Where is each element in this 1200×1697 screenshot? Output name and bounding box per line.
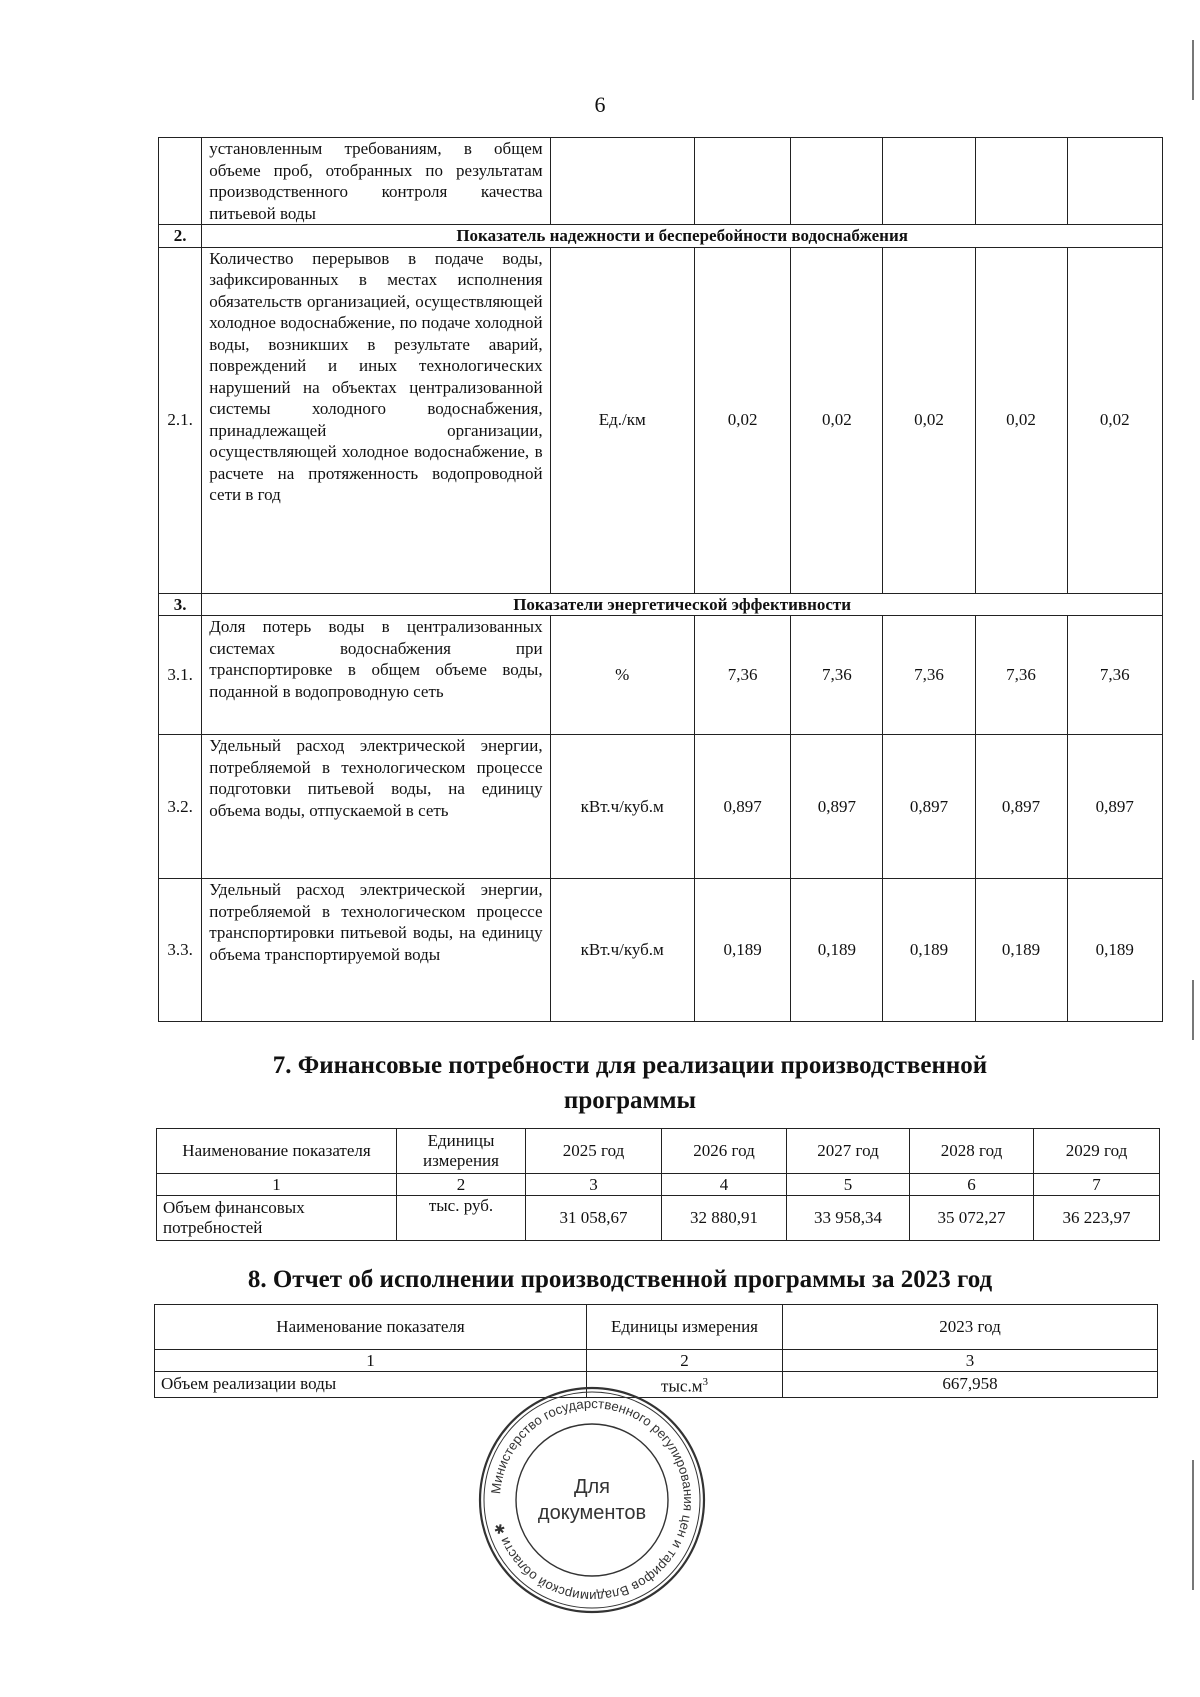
value-cell: 667,958	[783, 1372, 1158, 1398]
row-name: Объем финансовых потребностей	[157, 1196, 397, 1241]
column-number: 3	[783, 1350, 1158, 1372]
column-number-row	[157, 1174, 1160, 1196]
header-unit: Единицы измерения	[397, 1129, 526, 1174]
unit-cell: кВт.ч/куб.м	[550, 879, 694, 1022]
column-number: 1	[155, 1350, 587, 1372]
row-number: 3.2.	[159, 735, 202, 879]
row-number: 3.1.	[159, 616, 202, 735]
column-number: 2	[587, 1350, 783, 1372]
unit-text: тыс.м	[661, 1376, 703, 1396]
value-cell: 7,36	[694, 616, 791, 735]
section-8-heading: 8. Отчет об исполнении производственной программы за 2023 год	[247, 1266, 993, 1293]
header-year: 2028 год	[910, 1129, 1034, 1174]
section-number: 2.	[159, 225, 202, 248]
stamp-ring-text: Министерство государственного регулирования цен и тарифов Владимирской области ✱	[488, 1395, 697, 1605]
value-cell: 0,02	[1067, 247, 1162, 593]
value-cell: 0,02	[694, 247, 791, 593]
column-number-row	[155, 1350, 1158, 1372]
column-number: 6	[910, 1174, 1034, 1196]
indicator-description: Удельный расход электрической энергии, потребляемой в технологическом процессе транспортировки питьевой воды, на единицу объема транспортируемой воды	[202, 879, 550, 1022]
value-cell: 0,189	[694, 879, 791, 1022]
official-stamp	[477, 1385, 707, 1615]
value-cell: 0,189	[791, 879, 883, 1022]
value-cell: 0,02	[883, 247, 975, 593]
table-row	[159, 735, 1163, 879]
page-number: 6	[594, 92, 606, 117]
indicator-description: Удельный расход электрической энергии, потребляемой в технологическом процессе подготовки питьевой воды, на единицу объема воды, отпускаемой в сеть	[202, 735, 550, 879]
scan-edge-mark	[1192, 980, 1194, 1040]
value-cell: 36 223,97	[1034, 1196, 1160, 1241]
value-cell: 35 072,27	[910, 1196, 1034, 1241]
column-number: 3	[526, 1174, 662, 1196]
value-cell: 0,189	[975, 879, 1067, 1022]
header-name: Наименование показателя	[157, 1129, 397, 1174]
value-cell: 7,36	[791, 616, 883, 735]
table-row	[159, 247, 1163, 593]
section-title: Показатели энергетической эффективности	[202, 593, 1163, 616]
value-cell: 0,897	[975, 735, 1067, 879]
value-cell: 0,897	[694, 735, 791, 879]
value-cell: 7,36	[975, 616, 1067, 735]
table-row	[159, 879, 1163, 1022]
column-number: 4	[662, 1174, 787, 1196]
section-7-heading-line1: 7. Финансовые потребности для реализации производственной	[272, 1052, 988, 1079]
unit-cell: тыс. руб.	[397, 1196, 526, 1241]
column-number: 7	[1034, 1174, 1160, 1196]
value-cell: 0,897	[1067, 735, 1162, 879]
financial-needs-table	[156, 1128, 1160, 1241]
header-name: Наименование показателя	[155, 1305, 587, 1350]
header-year: 2027 год	[787, 1129, 910, 1174]
unit-cell: кВт.ч/куб.м	[550, 735, 694, 879]
value-cell: 0,189	[883, 879, 975, 1022]
table-row	[159, 138, 1163, 225]
stamp-center-line2: документов	[537, 1502, 647, 1524]
row-name: Объем реализации воды	[155, 1372, 587, 1398]
section-number: 3.	[159, 593, 202, 616]
report-table	[154, 1304, 1158, 1398]
header-year: 2026 год	[662, 1129, 787, 1174]
stamp-inner-ring	[516, 1424, 668, 1576]
value-cell: 32 880,91	[662, 1196, 787, 1241]
value-cell: 0,02	[791, 247, 883, 593]
table-header-row	[155, 1305, 1158, 1350]
table-row	[159, 616, 1163, 735]
value-cell: 33 958,34	[787, 1196, 910, 1241]
header-year: 2023 год	[783, 1305, 1158, 1350]
section-7-heading	[150, 1048, 1110, 1118]
table-header-row	[157, 1129, 1160, 1174]
column-number: 5	[787, 1174, 910, 1196]
value-cell: 7,36	[883, 616, 975, 735]
header-year: 2029 год	[1034, 1129, 1160, 1174]
value-cell: 31 058,67	[526, 1196, 662, 1241]
unit-cell: %	[550, 616, 694, 735]
section-title: Показатель надежности и бесперебойности водоснабжения	[202, 225, 1163, 248]
section-row	[159, 225, 1163, 248]
table-row	[157, 1196, 1160, 1241]
value-cell: 0,189	[1067, 879, 1162, 1022]
section-row	[159, 593, 1163, 616]
stamp-center-line1: Для	[573, 1476, 611, 1498]
stamp-outer-ring	[480, 1388, 704, 1612]
indicator-description: установленным требованиям, в общем объеме проб, отобранных по результатам производственного контроля качества питьевой воды	[202, 138, 550, 225]
scan-edge-mark	[1192, 1460, 1194, 1590]
header-year: 2025 год	[526, 1129, 662, 1174]
value-cell: 0,897	[791, 735, 883, 879]
row-number: 2.1.	[159, 247, 202, 593]
value-cell: 0,02	[975, 247, 1067, 593]
indicator-description: Количество перерывов в подаче воды, зафиксированных в местах исполнения обязательств организацией, осуществляющей холодное водоснабжение, по подаче холодной воды, возникших в результате аварий, повреждений и иных технологических нарушений на объектах централизованной системы холодного водоснабжения, принадлежащей организации, осуществляющей холодное водоснабжение, в расчете на протяженность водопроводной сети в год	[202, 247, 550, 593]
section-7-heading-line2: программы	[563, 1087, 697, 1114]
header-unit: Единицы измерения	[587, 1305, 783, 1350]
indicators-table	[158, 137, 1163, 1022]
unit-cell: Ед./км	[550, 247, 694, 593]
indicator-description: Доля потерь воды в централизованных системах водоснабжения при транспортировке в общем объеме воды, поданной в водопроводную сеть	[202, 616, 550, 735]
scan-edge-mark	[1192, 40, 1194, 100]
value-cell: 7,36	[1067, 616, 1162, 735]
row-number: 3.3.	[159, 879, 202, 1022]
unit-superscript: 3	[702, 1376, 708, 1388]
column-number: 2	[397, 1174, 526, 1196]
column-number: 1	[157, 1174, 397, 1196]
value-cell: 0,897	[883, 735, 975, 879]
